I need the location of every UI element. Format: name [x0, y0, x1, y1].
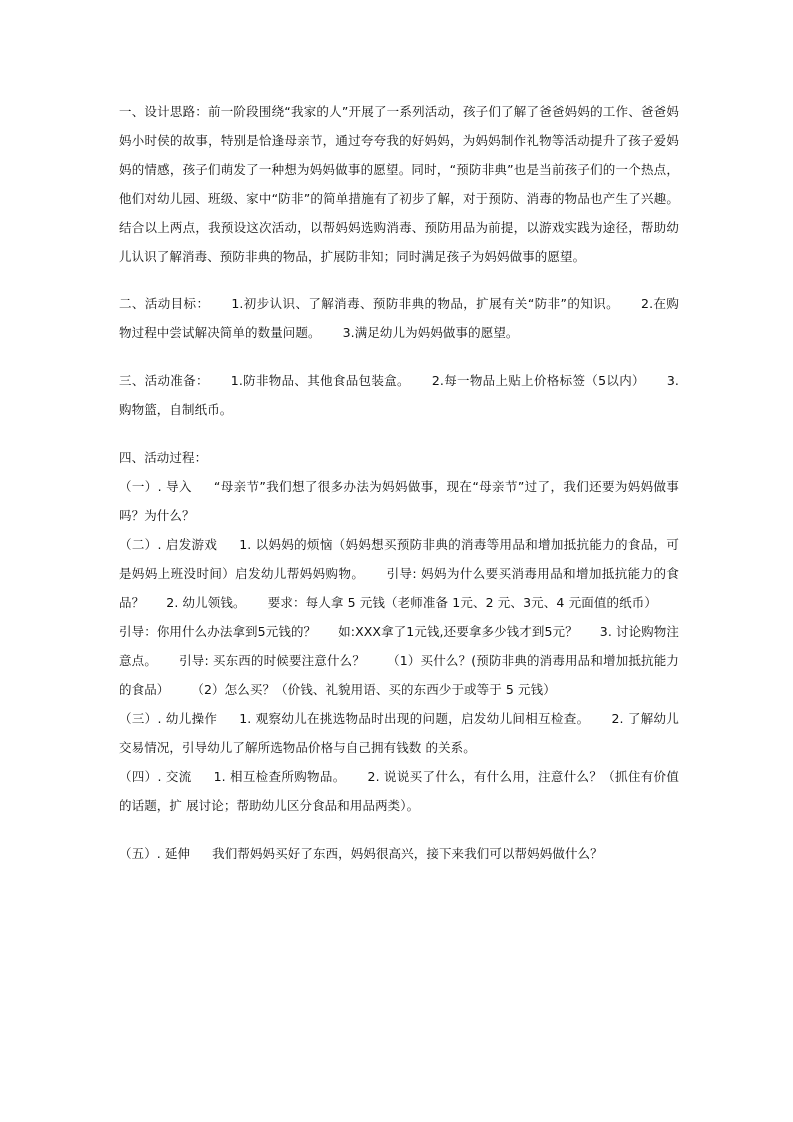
- goal-item-1: 1.初步认识、了解消毒、预防非典的物品，扩展有关“防非”的知识。: [231, 296, 620, 311]
- design-idea-paragraph: [119, 97, 679, 271]
- step-4-part-1: 1. 相互检查所购物品。: [213, 769, 346, 784]
- step-1-title: （一）. 导入: [119, 479, 192, 494]
- step-5-text: 我们帮妈妈买好了东西，妈妈很高兴，接下来我们可以帮妈妈做什么？: [212, 846, 603, 861]
- step-2-part-6: 如:XXX拿了1元钱,还要拿多少钱才到5元？: [338, 624, 578, 639]
- step-5-paragraph: [119, 839, 679, 868]
- step-2-paragraph: [119, 530, 679, 704]
- design-idea-text: 一、设计思路：前一阶段围绕“我家的人”开展了一系列活动，孩子们了解了爸爸妈妈的工作、爸爸妈妈小时侯的故事，特别是恰逢母亲节，通过夸夸我的好妈妈，为妈妈制作礼物等活动提升了孩子爱妈妈的情感，孩子们萌发了一种想为妈妈做事的愿望。同时，“预防非典”也是当前孩子们的一个热点，他们对幼儿园、班级、家中“防非”的简单措施有了初步了解，对于预防、消毒的物品也产生了兴趣。结合以上两点，我预设这次活动，以帮妈妈选购消毒、预防用品为前提，以游戏实践为途径，帮助幼儿认识了解消毒、预防非典的物品，扩展防非知；同时满足孩子为妈妈做事的愿望。: [119, 104, 679, 264]
- step-1-paragraph: [119, 472, 679, 530]
- step-1-text: “母亲节”我们想了很多办法为妈妈做事，现在“母亲节”过了，我们还要为妈妈做事吗？为什么？: [119, 479, 679, 523]
- step-3-part-2: 2. 了解幼儿交易情况，引导幼儿了解所选物品价格与自己拥有钱数 的关系。: [119, 711, 679, 755]
- activity-prep-paragraph: [119, 366, 679, 424]
- step-2-part-8: 引导: 买东西的时候要注意什么？: [179, 653, 365, 668]
- process-heading: 四、活动过程：: [119, 450, 208, 465]
- goal-item-3: 3.满足幼儿为妈妈做事的愿望。: [342, 325, 519, 340]
- step-4-part-2: 2. 说说买了什么，有什么用，注意什么？（抓住有价值的话题，扩 展讨论；帮助幼儿区分食品和用品两类）。: [119, 769, 679, 813]
- goals-heading: 二、活动目标：: [119, 296, 210, 311]
- prep-heading: 三、活动准备：: [119, 373, 209, 388]
- step-4-paragraph: [119, 762, 679, 820]
- prep-item-3: 3.购物篮，自制纸币。: [119, 373, 679, 417]
- step-2-part-3: 2. 幼儿领钱。: [166, 595, 246, 610]
- step-2-part-7: 3. 讨论购物注意点。: [119, 624, 679, 668]
- goal-item-2: 2.在购物过程中尝试解决简单的数量问题。: [119, 296, 679, 340]
- step-2-part-10: （2）怎么买？（价钱、礼貌用语、买的东西少于或等于 5 元钱）: [191, 682, 556, 697]
- step-3-title: （三）. 幼儿操作: [119, 711, 218, 726]
- step-2-part-5: 引导：你用什么办法拿到5元钱的？: [119, 624, 317, 639]
- prep-item-2: 2.每一物品上贴上价格标签（5以内）: [431, 373, 645, 388]
- step-2-part-9: （1）买什么？(预防非典的消毒用品和增加抵抗能力的食品）: [119, 653, 679, 697]
- process-heading-paragraph: [119, 443, 679, 472]
- step-5-title: （五）. 延伸: [119, 846, 191, 861]
- prep-item-1: 1.防非物品、其他食品包装盒。: [230, 373, 410, 388]
- step-2-part-2: 引导: 妈妈为什么要买消毒用品和增加抵抗能力的食品？: [119, 566, 680, 610]
- step-3-paragraph: [119, 704, 679, 762]
- step-2-part-4: 要求：每人拿 5 元钱（老师准备 1元、2 元、3元、4 元面值的纸币）: [267, 595, 658, 610]
- step-2-title: （二）. 启发游戏: [119, 537, 218, 552]
- step-3-part-1: 1. 观察幼儿在挑选物品时出现的问题，启发幼儿间相互检查。: [239, 711, 590, 726]
- activity-goals-paragraph: [119, 289, 679, 347]
- step-2-part-1: 1. 以妈妈的烦恼（妈妈想买预防非典的消毒等用品和增加抵抗能力的食品，可是妈妈上班没时间）启发幼儿帮妈妈购物。: [119, 537, 679, 581]
- step-4-title: （四）. 交流: [119, 769, 192, 784]
